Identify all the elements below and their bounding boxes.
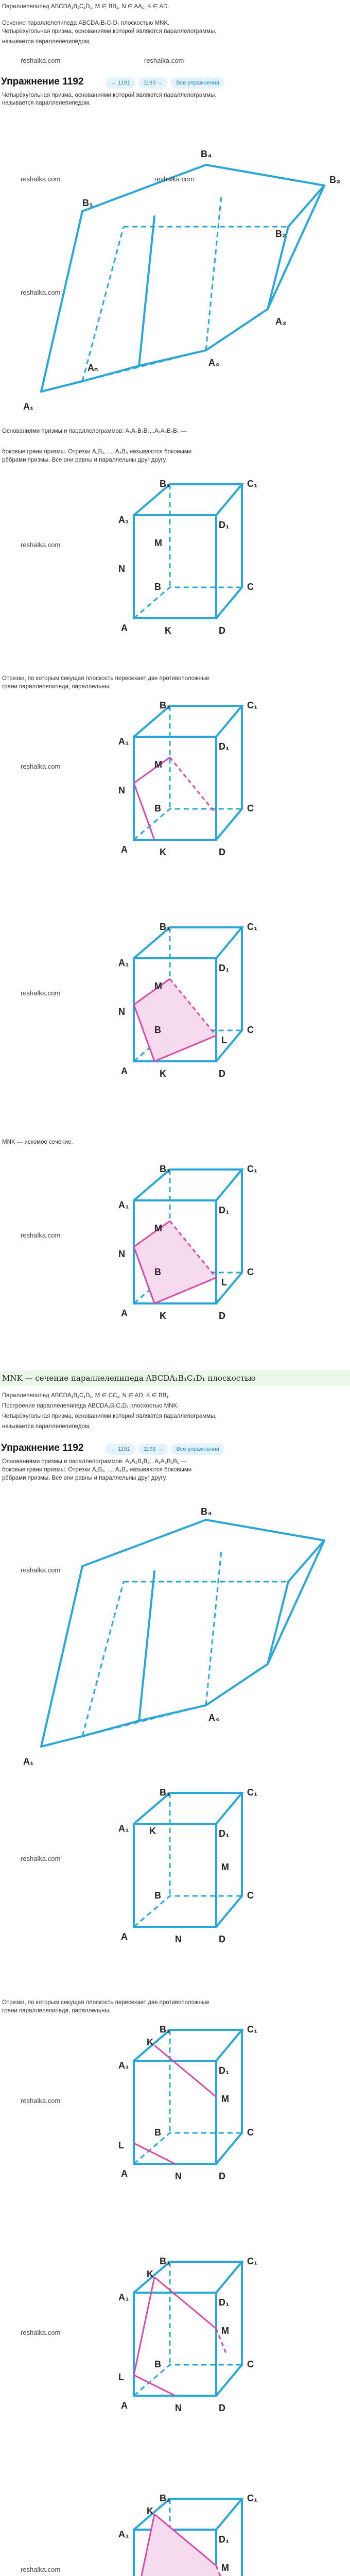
label-A4: A₄ (208, 1713, 220, 1723)
intro2-line-3: Четырёхугольная призма, основаниями которой являются параллелограммы, (2, 1413, 217, 1419)
label-D1: D₁ (219, 520, 230, 530)
label-A: A (121, 2400, 128, 2411)
label-L: L (221, 1277, 227, 1287)
intro-line-3: Четырёхугольная призма, основаниями которой являются параллелограммы, (2, 28, 217, 35)
label-K: K (160, 847, 166, 857)
label-D: D (219, 1069, 225, 1079)
intro-line-4: называется параллелепипедом. (2, 39, 91, 45)
label-B: B (154, 1267, 161, 1277)
cube-figure-7 (0, 2257, 350, 2442)
label-D: D (219, 847, 225, 857)
parallel-text-b2: грани параллелепипеда, параллельны. (2, 2008, 111, 2014)
label-An: Aₙ (87, 363, 98, 373)
label-K: K (149, 1826, 156, 1836)
intro2-line-1: Параллелепипед ABCDA₁B₁C₁D₁, M ∈ CC₁, N ∈ AD, K ∈ BB₁. (2, 1393, 170, 1399)
definition-text-2: называется параллелепипедом. (2, 100, 91, 106)
watermark: reshalka.com (21, 2566, 61, 2573)
label-K: K (147, 2506, 153, 2516)
lateral-text-2: боковые грани призмы. Отрезки A₁B₁, ..., A₄B₄ называются боковыми (2, 1467, 192, 1473)
cube-figure-8 (0, 2494, 350, 2576)
watermark: reshalka.com (21, 57, 61, 64)
watermark: reshalka.com (21, 175, 61, 183)
label-D: D (219, 625, 225, 636)
label-D: D (219, 2171, 225, 2181)
base-text-2: Основаниями призмы и параллелограммов: A₁A₂B₁B₂...A₁A₂B₂B₁ — (2, 1459, 187, 1465)
label-C1: C₁ (247, 479, 258, 489)
label-B1: B₁ (160, 2025, 170, 2035)
exercise-nav (106, 77, 224, 89)
watermark: reshalka.com (21, 2097, 61, 2105)
label-D: D (219, 1311, 225, 1321)
watermark: reshalka.com (21, 1855, 61, 1862)
label-K: K (147, 2269, 153, 2279)
label-B1: B₁ (160, 479, 170, 489)
watermark: reshalka.com (21, 289, 61, 296)
parallel-text-2: грани параллелепипеда, параллельны. (2, 684, 111, 690)
label-A: A (121, 1066, 128, 1076)
watermark: reshalka.com (21, 762, 61, 770)
label-N: N (175, 2403, 182, 2413)
label-A1: A₁ (118, 1823, 129, 1834)
intro-line-2: Сечение параллелепипеда ABCDA₁B₁C₁D₁ плоскостью MNK. (2, 20, 170, 26)
label-N: N (118, 1249, 125, 1259)
watermark: reshalka.com (21, 541, 61, 549)
watermark: reshalka.com (21, 2329, 61, 2336)
label-L: L (221, 1035, 227, 1045)
label-C: C (247, 2127, 254, 2138)
label-M: M (154, 538, 162, 548)
label-C1: C₁ (247, 2025, 258, 2035)
section-note: MNK — искомое сечение. (2, 1139, 73, 1145)
label-B: B (154, 582, 161, 592)
lateral-text: боковые грани призмы. Отрезки A₁B₁, ..., A₄B₄ называются боковыми (2, 449, 192, 455)
definition-text: Четырёхугольная призма, основаниями которой являются параллелограммы, (2, 92, 217, 98)
cube-figure-5 (0, 1788, 350, 1973)
label-D1: D₁ (219, 2065, 230, 2076)
label-B1: B₁ (160, 701, 170, 710)
exercise-heading-2: Упражнение 1192 (1, 1443, 84, 1453)
label-B: B (154, 1025, 161, 1035)
label-B4: B₄ (201, 149, 212, 159)
label-A: A (121, 2168, 128, 2179)
label-D1: D₁ (219, 1205, 230, 1215)
label-C: C (247, 1025, 254, 1035)
watermark: reshalka.com (21, 1566, 61, 1574)
label-N: N (175, 1934, 182, 1944)
label-K: K (147, 2037, 153, 2047)
label-B1: B₁ (160, 1788, 170, 1798)
label-B: B (154, 2359, 161, 2369)
label-K: K (160, 1069, 166, 1079)
label-C: C (247, 2359, 254, 2369)
exercise-heading: Упражнение 1192 (1, 76, 84, 87)
label-D: D (219, 1934, 225, 1944)
label-B4: B₄ (201, 1506, 212, 1517)
watermark: reshalka.com (21, 989, 61, 997)
intro-line-1: Параллелепипед ABCDA₁B₁C₁D₁, M ∈ BB₁, N ∈ AA₁, K ∈ AD. (2, 4, 169, 10)
label-C1: C₁ (247, 2494, 258, 2503)
label-B1: B₁ (82, 198, 93, 208)
label-A4: A₄ (208, 358, 220, 368)
label-A1: A₁ (118, 2529, 129, 2539)
label-A: A (121, 1931, 128, 1942)
label-L: L (118, 2372, 124, 2382)
label-A1: A₁ (118, 958, 129, 968)
label-B1: B₁ (160, 2494, 170, 2503)
all-exercises-button[interactable]: Все упражнения (171, 77, 224, 89)
label-L: L (118, 2140, 124, 2150)
watermark: reshalka.com (144, 57, 184, 64)
label-A1: A₁ (118, 515, 129, 525)
edges-text: рёбрами призмы. Все они равны и параллельны друг другу. (2, 457, 167, 463)
label-A1: A₁ (23, 401, 34, 412)
label-D: D (219, 2403, 225, 2413)
label-A: A (121, 1308, 128, 1318)
label-C: C (247, 803, 254, 814)
label-K: K (165, 625, 171, 636)
label-B: B (154, 2127, 161, 2138)
label-M: M (221, 2326, 229, 2336)
prev-exercise-button[interactable]: ← 1191 (106, 77, 135, 89)
label-M: M (221, 1862, 229, 1872)
label-N: N (118, 564, 125, 574)
cube-figure-2 (0, 701, 350, 886)
all-exercises-button-2[interactable]: Все упражнения (171, 1444, 224, 1455)
exercise-nav-2 (106, 1444, 224, 1455)
watermark: reshalka.com (21, 1231, 61, 1239)
label-C1: C₁ (247, 701, 258, 710)
watermark: reshalka.com (154, 175, 195, 183)
label-A1: A₁ (118, 2060, 129, 2071)
cube-figure-3 (0, 922, 350, 1108)
prism-figure (0, 124, 350, 417)
intro2-line-2: Построение параллелепипеда ABCDA₁B₁C₁D₁ плоскостью MNK. (2, 1403, 179, 1409)
label-B1: B₁ (160, 922, 170, 932)
cube-figure-6 (0, 2025, 350, 2210)
label-N: N (175, 2171, 182, 2181)
label-N: N (118, 785, 125, 795)
label-C1: C₁ (247, 1164, 258, 1174)
label-M: M (221, 2563, 229, 2573)
label-C: C (247, 582, 254, 592)
label-M: M (154, 759, 162, 770)
label-K: K (160, 1311, 166, 1321)
prism-figure-2 (0, 1504, 350, 1772)
label-B2: B₂ (275, 229, 286, 239)
label-A1: A₁ (118, 2292, 129, 2302)
label-D1: D₁ (219, 1828, 230, 1839)
label-B1: B₁ (160, 1164, 170, 1174)
label-A: A (121, 844, 128, 855)
cube-figure-1 (0, 479, 350, 665)
parallel-text-b: Отрезки, по которым секущая плоскость пересекает две противоположные (2, 1999, 209, 2006)
label-M: M (221, 2094, 229, 2104)
answer-text: MNK — сечение параллелепипеда ABCDA₁B₁C₁D₁ плоскостью (2, 1374, 256, 1383)
label-M: M (154, 981, 162, 991)
label-C: C (247, 1890, 254, 1901)
label-C: C (247, 1267, 254, 1277)
label-N: N (118, 1007, 125, 1017)
next-exercise-button[interactable]: 1193 → (138, 77, 168, 89)
next-exercise-button-2[interactable]: 1193 → (138, 1444, 168, 1455)
label-A1: A₁ (118, 1200, 129, 1210)
label-D1: D₁ (219, 963, 230, 973)
label-B3: B₃ (329, 175, 341, 185)
label-A1: A₁ (118, 736, 129, 747)
label-C1: C₁ (247, 1788, 258, 1798)
edges-text-2: рёбрами призмы. Все они равны и параллельны друг другу. (2, 1475, 167, 1481)
label-M: M (154, 1223, 162, 1233)
label-A3: A₃ (275, 316, 287, 327)
cube-figure-4 (0, 1164, 350, 1350)
label-A: A (121, 623, 128, 633)
base-text: Основаниями призмы и параллелограммов: A₁A₂B₁B₂...A₁A₂B₂B₁ — (2, 428, 187, 434)
label-B1: B₁ (160, 2257, 170, 2266)
intro2-line-4: называется параллелепипедом. (2, 1423, 91, 1430)
label-D1: D₁ (219, 2297, 230, 2308)
label-C1: C₁ (247, 922, 258, 932)
parallel-text: Отрезки, по которым секущая плоскость пересекает две противоположные (2, 675, 209, 682)
label-B: B (154, 1890, 161, 1901)
label-D1: D₁ (219, 741, 230, 752)
label-B: B (154, 803, 161, 814)
prev-exercise-button-2[interactable]: ← 1191 (106, 1444, 135, 1455)
label-C1: C₁ (247, 2257, 258, 2266)
label-D1: D₁ (219, 2534, 230, 2545)
label-A1: A₁ (23, 1756, 34, 1767)
answer-box (0, 1370, 350, 1386)
